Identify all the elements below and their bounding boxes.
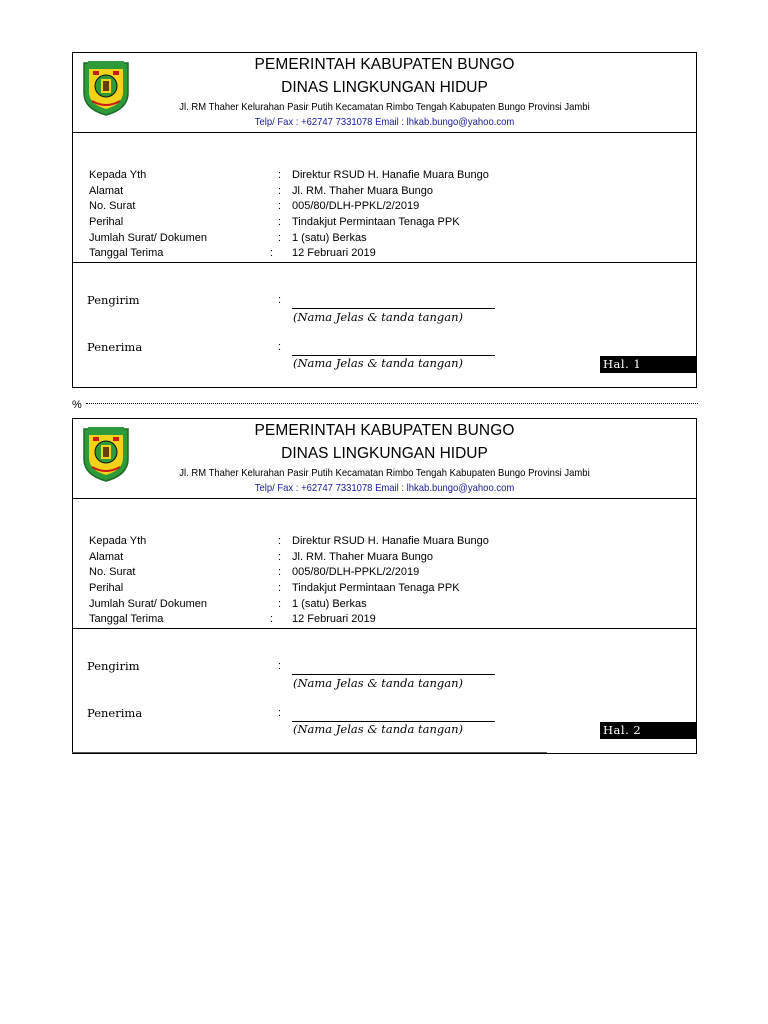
field-label: Alamat xyxy=(89,551,124,563)
field-colon: : xyxy=(278,566,282,578)
receiver-label: Penerima xyxy=(87,340,143,354)
header-title-line2: DINAS LINGKUNGAN HIDUP xyxy=(281,445,488,462)
field-rows xyxy=(73,132,696,263)
header-contact: Telp/ Fax : +62747 7331078 Email : lhkab.bungo@yahoo.com xyxy=(254,483,515,494)
field-colon: : xyxy=(270,247,274,259)
field-colon: : xyxy=(278,169,282,181)
bottom-rule xyxy=(72,752,547,753)
field-value: Direktur RSUD H. Hanafie Muara Bungo xyxy=(292,535,489,547)
receipt-form-2 xyxy=(72,418,697,754)
sender-colon: : xyxy=(278,660,282,672)
page-number-badge: Hal. 1 xyxy=(600,356,697,373)
header-title-line2: DINAS LINGKUNGAN HIDUP xyxy=(281,79,488,96)
field-colon: : xyxy=(278,232,282,244)
field-value: 1 (satu) Berkas xyxy=(292,598,367,610)
field-colon: : xyxy=(278,582,282,594)
field-colon: : xyxy=(270,613,274,625)
field-label: Jumlah Surat/ Dokumen xyxy=(89,232,207,244)
field-colon: : xyxy=(278,200,282,212)
field-value: 005/80/DLH-PPKL/2/2019 xyxy=(292,200,420,212)
receiver-label: Penerima xyxy=(87,706,143,720)
field-label: Perihal xyxy=(89,216,124,228)
field-label: Kepada Yth xyxy=(89,169,147,181)
header-title-line1: PEMERINTAH KABUPATEN BUNGO xyxy=(254,56,515,73)
field-value: 005/80/DLH-PPKL/2/2019 xyxy=(292,566,420,578)
page-number-badge: Hal. 2 xyxy=(600,722,697,739)
sender-name-note: (Nama Jelas & tanda tangan) xyxy=(293,310,463,324)
receiver-colon: : xyxy=(278,707,282,719)
field-value: Jl. RM. Thaher Muara Bungo xyxy=(292,551,434,563)
field-value: Tindakjut Permintaan Tenaga PPK xyxy=(292,582,460,594)
letterhead xyxy=(73,53,696,133)
field-label: Kepada Yth xyxy=(89,535,147,547)
field-value: 1 (satu) Berkas xyxy=(292,232,367,244)
field-value: 12 Februari 2019 xyxy=(292,247,376,259)
sender-signature-line[interactable] xyxy=(292,674,495,675)
field-label: Tanggal Terima xyxy=(89,247,164,259)
receiver-colon: : xyxy=(278,341,282,353)
header-address: Jl. RM Thaher Kelurahan Pasir Putih Kecamatan Rimbo Tengah Kabupaten Bungo Provinsi Jambi xyxy=(179,468,590,479)
sender-label: Pengirim xyxy=(87,659,140,673)
receiver-name-note: (Nama Jelas & tanda tangan) xyxy=(293,356,463,370)
receipt-form-1 xyxy=(72,52,697,388)
field-value: 12 Februari 2019 xyxy=(292,613,376,625)
letterhead xyxy=(73,419,696,499)
field-label: No. Surat xyxy=(89,200,136,212)
sender-name-note: (Nama Jelas & tanda tangan) xyxy=(293,676,463,690)
field-rows xyxy=(73,498,696,629)
field-colon: : xyxy=(278,535,282,547)
field-colon: : xyxy=(278,185,282,197)
scissors-icon: % xyxy=(72,399,82,411)
field-colon: : xyxy=(278,216,282,228)
header-contact: Telp/ Fax : +62747 7331078 Email : lhkab.bungo@yahoo.com xyxy=(254,117,515,128)
header-address: Jl. RM Thaher Kelurahan Pasir Putih Kecamatan Rimbo Tengah Kabupaten Bungo Provinsi Jambi xyxy=(179,102,590,113)
header-title-line1: PEMERINTAH KABUPATEN BUNGO xyxy=(254,422,515,439)
field-label: Tanggal Terima xyxy=(89,613,164,625)
field-value: Jl. RM. Thaher Muara Bungo xyxy=(292,185,434,197)
cut-line xyxy=(86,403,698,404)
receiver-name-note: (Nama Jelas & tanda tangan) xyxy=(293,722,463,736)
field-label: Perihal xyxy=(89,582,124,594)
sender-signature-line[interactable] xyxy=(292,308,495,309)
sender-label: Pengirim xyxy=(87,293,140,307)
field-colon: : xyxy=(278,551,282,563)
field-value: Direktur RSUD H. Hanafie Muara Bungo xyxy=(292,169,489,181)
field-label: No. Surat xyxy=(89,566,136,578)
field-label: Jumlah Surat/ Dokumen xyxy=(89,598,207,610)
field-label: Alamat xyxy=(89,185,124,197)
sender-colon: : xyxy=(278,294,282,306)
field-colon: : xyxy=(278,598,282,610)
field-value: Tindakjut Permintaan Tenaga PPK xyxy=(292,216,460,228)
